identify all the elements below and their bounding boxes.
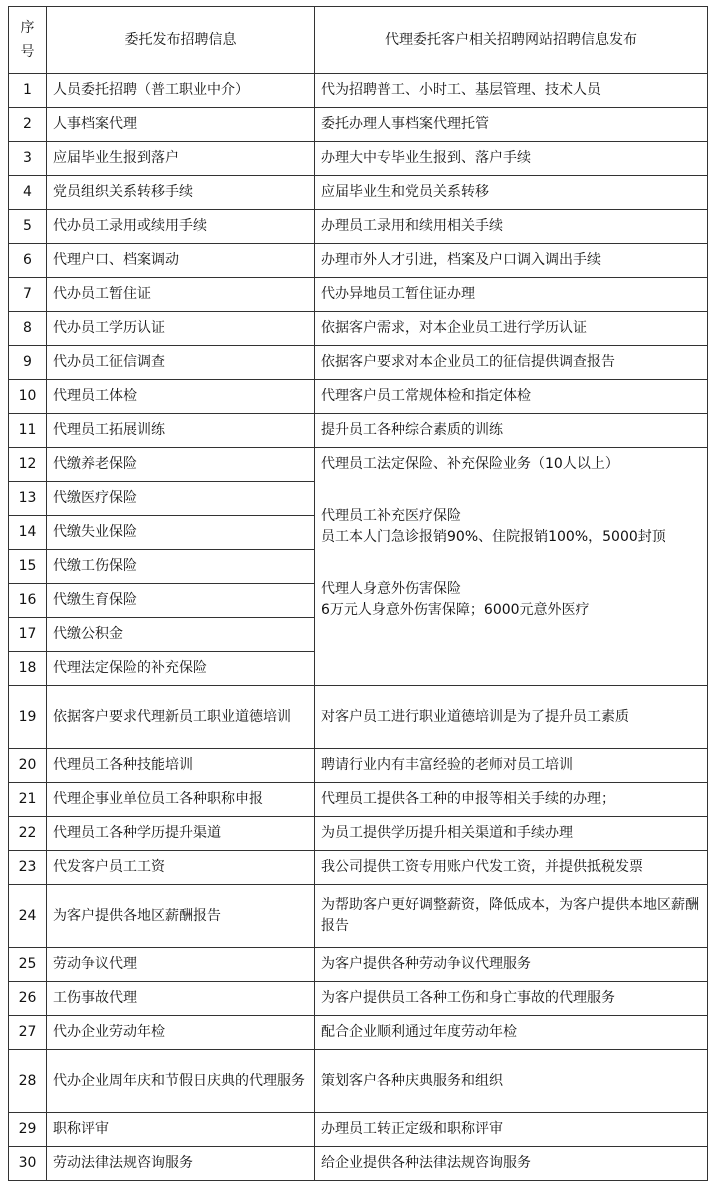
table-row xyxy=(9,783,708,817)
row-index: 3 xyxy=(9,142,47,176)
row-index: 29 xyxy=(9,1113,47,1147)
header-index-line1: 序 xyxy=(20,20,35,36)
row-description: 为帮助客户更好调整薪资，降低成本，为客户提供本地区薪酬报告 xyxy=(315,885,708,948)
table-row xyxy=(9,948,708,982)
row-service: 代办员工征信调查 xyxy=(47,346,315,380)
insurance-line2: 代理员工补充医疗保险 xyxy=(321,508,461,524)
row-service: 代理员工各种学历提升渠道 xyxy=(47,817,315,851)
row-index: 12 xyxy=(9,448,47,482)
row-description: 委托办理人事档案代理托管 xyxy=(315,108,708,142)
row-index: 4 xyxy=(9,176,47,210)
row-service: 人员委托招聘（普工职业中介） xyxy=(47,74,315,108)
row-service: 代缴工伤保险 xyxy=(47,550,315,584)
row-description: 代理员工提供各工种的申报等相关手续的办理； xyxy=(315,783,708,817)
row-index: 15 xyxy=(9,550,47,584)
table-row xyxy=(9,278,708,312)
row-index: 10 xyxy=(9,380,47,414)
row-index: 20 xyxy=(9,749,47,783)
table-row xyxy=(9,1050,708,1113)
row-description: 办理员工录用和续用相关手续 xyxy=(315,210,708,244)
row-description: 为员工提供学历提升相关渠道和手续办理 xyxy=(315,817,708,851)
row-description: 代为招聘普工、小时工、基层管理、技术人员 xyxy=(315,74,708,108)
row-service: 为客户提供各地区薪酬报告 xyxy=(47,885,315,948)
row-service: 代办企业周年庆和节假日庆典的代理服务 xyxy=(47,1050,315,1113)
row-service: 党员组织关系转移手续 xyxy=(47,176,315,210)
row-description: 代理客户员工常规体检和指定体检 xyxy=(315,380,708,414)
row-index: 23 xyxy=(9,851,47,885)
insurance-line1: 代理员工法定保险、补充保险业务（10人以上） xyxy=(321,456,619,472)
row-description: 聘请行业内有丰富经验的老师对员工培训 xyxy=(315,749,708,783)
table-row xyxy=(9,749,708,783)
service-table-page xyxy=(8,6,708,1181)
row-index: 2 xyxy=(9,108,47,142)
row-description: 提升员工各种综合素质的训练 xyxy=(315,414,708,448)
table-row xyxy=(9,1016,708,1050)
row-service: 代缴失业保险 xyxy=(47,516,315,550)
row-index: 24 xyxy=(9,885,47,948)
insurance-line3: 员工本人门急诊报销90%、住院报销100%，5000封顶 xyxy=(321,529,666,545)
table-row xyxy=(9,346,708,380)
row-index: 14 xyxy=(9,516,47,550)
table-row xyxy=(9,244,708,278)
table-row xyxy=(9,210,708,244)
row-index: 25 xyxy=(9,948,47,982)
row-index: 6 xyxy=(9,244,47,278)
row-index: 30 xyxy=(9,1147,47,1181)
row-service: 代理法定保险的补充保险 xyxy=(47,652,315,686)
row-description: 办理大中专毕业生报到、落户手续 xyxy=(315,142,708,176)
table-row xyxy=(9,885,708,948)
table-row xyxy=(9,1113,708,1147)
table-row xyxy=(9,414,708,448)
row-index: 27 xyxy=(9,1016,47,1050)
row-index: 16 xyxy=(9,584,47,618)
service-table xyxy=(8,6,708,1181)
row-index: 7 xyxy=(9,278,47,312)
row-description: 依据客户要求对本企业员工的征信提供调查报告 xyxy=(315,346,708,380)
row-service: 人事档案代理 xyxy=(47,108,315,142)
row-description: 为客户提供员工各种工伤和身亡事故的代理服务 xyxy=(315,982,708,1016)
row-description: 为客户提供各种劳动争议代理服务 xyxy=(315,948,708,982)
table-row xyxy=(9,380,708,414)
row-index: 19 xyxy=(9,686,47,749)
row-service: 代理员工体检 xyxy=(47,380,315,414)
table-row xyxy=(9,176,708,210)
row-index: 22 xyxy=(9,817,47,851)
header-description: 代理委托客户相关招聘网站招聘信息发布 xyxy=(315,7,708,74)
row-service: 代缴公积金 xyxy=(47,618,315,652)
row-service: 代理员工拓展训练 xyxy=(47,414,315,448)
row-service: 代理员工各种技能培训 xyxy=(47,749,315,783)
row-index: 11 xyxy=(9,414,47,448)
table-row xyxy=(9,142,708,176)
insurance-description xyxy=(315,448,708,686)
table-row xyxy=(9,851,708,885)
row-index: 13 xyxy=(9,482,47,516)
row-service: 代办员工录用或续用手续 xyxy=(47,210,315,244)
row-description: 办理市外人才引进，档案及户口调入调出手续 xyxy=(315,244,708,278)
row-service: 代缴医疗保险 xyxy=(47,482,315,516)
row-service: 劳动法律法规咨询服务 xyxy=(47,1147,315,1181)
row-index: 1 xyxy=(9,74,47,108)
row-index: 18 xyxy=(9,652,47,686)
row-index: 21 xyxy=(9,783,47,817)
row-service: 代办员工学历认证 xyxy=(47,312,315,346)
insurance-line4: 代理人身意外伤害保险 xyxy=(321,581,461,597)
row-index: 28 xyxy=(9,1050,47,1113)
row-index: 8 xyxy=(9,312,47,346)
service-table-body xyxy=(9,7,708,1181)
row-index: 9 xyxy=(9,346,47,380)
row-description: 办理员工转正定级和职称评审 xyxy=(315,1113,708,1147)
header-index-line2: 号 xyxy=(20,44,35,60)
row-service: 代发客户员工工资 xyxy=(47,851,315,885)
table-header-row xyxy=(9,7,708,74)
row-service: 代缴养老保险 xyxy=(47,448,315,482)
row-service: 代理企事业单位员工各种职称申报 xyxy=(47,783,315,817)
row-description: 给企业提供各种法律法规咨询服务 xyxy=(315,1147,708,1181)
row-service: 应届毕业生报到落户 xyxy=(47,142,315,176)
insurance-line5: 6万元人身意外伤害保障；6000元意外医疗 xyxy=(321,602,590,618)
table-row xyxy=(9,1147,708,1181)
table-row xyxy=(9,448,708,482)
row-description: 配合企业顺利通过年度劳动年检 xyxy=(315,1016,708,1050)
row-description: 依据客户需求，对本企业员工进行学历认证 xyxy=(315,312,708,346)
table-row xyxy=(9,686,708,749)
row-description: 我公司提供工资专用账户代发工资，并提供抵税发票 xyxy=(315,851,708,885)
header-index xyxy=(9,7,47,74)
row-service: 代办员工暂住证 xyxy=(47,278,315,312)
row-index: 5 xyxy=(9,210,47,244)
row-description: 对客户员工进行职业道德培训是为了提升员工素质 xyxy=(315,686,708,749)
row-description: 应届毕业生和党员关系转移 xyxy=(315,176,708,210)
row-service: 代缴生育保险 xyxy=(47,584,315,618)
table-row xyxy=(9,312,708,346)
row-description: 策划客户各种庆典服务和组织 xyxy=(315,1050,708,1113)
row-service: 代理户口、档案调动 xyxy=(47,244,315,278)
table-row xyxy=(9,982,708,1016)
row-index: 17 xyxy=(9,618,47,652)
row-service: 职称评审 xyxy=(47,1113,315,1147)
table-row xyxy=(9,817,708,851)
table-row xyxy=(9,74,708,108)
row-service: 代办企业劳动年检 xyxy=(47,1016,315,1050)
row-service: 劳动争议代理 xyxy=(47,948,315,982)
header-service: 委托发布招聘信息 xyxy=(47,7,315,74)
table-row xyxy=(9,108,708,142)
row-description: 代办异地员工暂住证办理 xyxy=(315,278,708,312)
row-service: 依据客户要求代理新员工职业道德培训 xyxy=(47,686,315,749)
row-index: 26 xyxy=(9,982,47,1016)
row-service: 工伤事故代理 xyxy=(47,982,315,1016)
